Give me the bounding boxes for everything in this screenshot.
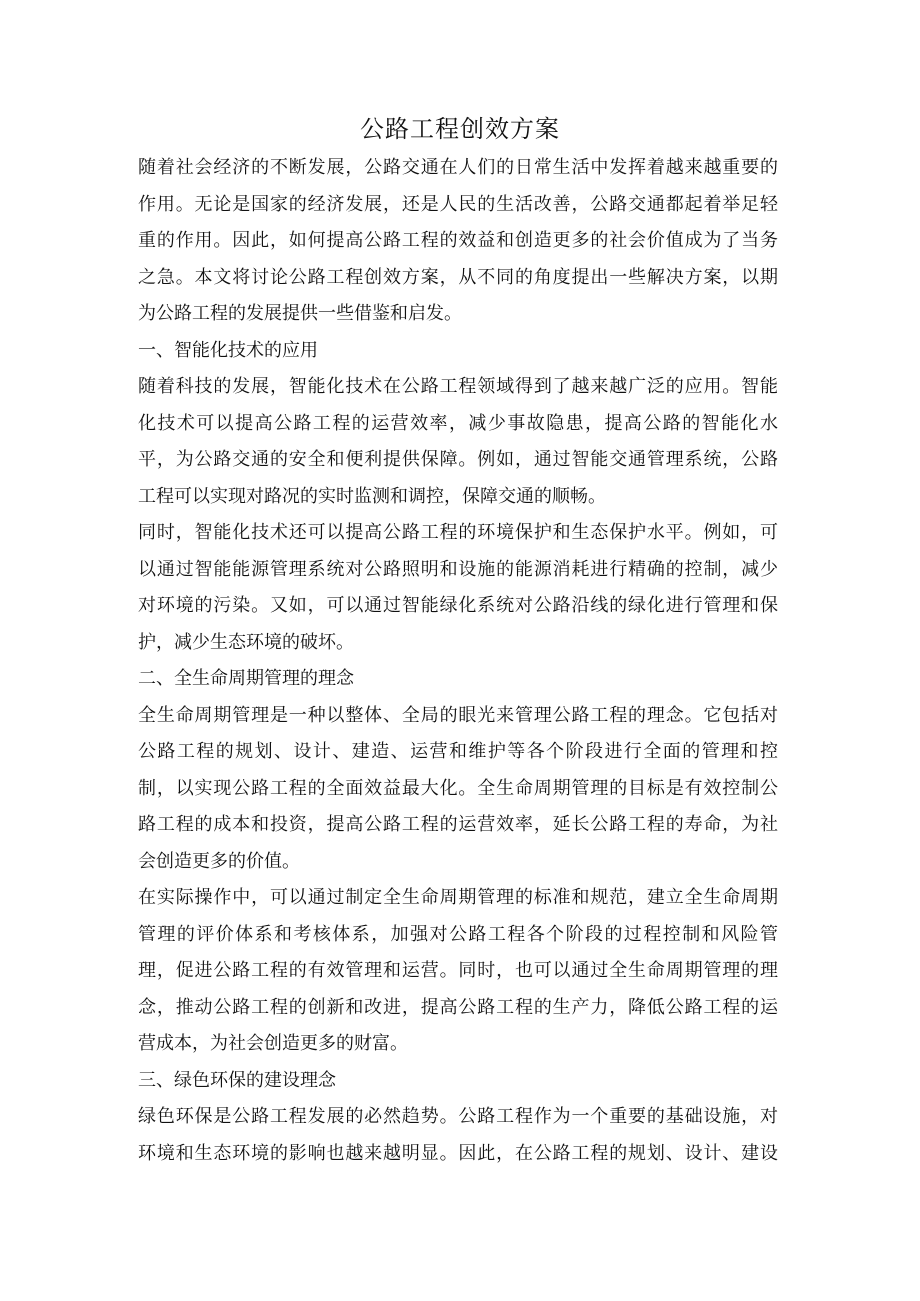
text-line: 同时，智能化技术还可以提高公路工程的环境保护和生态保护水平。例如，可 [138,522,778,543]
text-line: 公路工程的规划、设计、建造、运营和维护等各个阶段进行全面的管理和控 [138,741,778,762]
text-line: 理，促进公路工程的有效管理和运营。同时，也可以通过全生命周期管理的理 [138,960,778,981]
text-line: 护，减少生态环境的破坏。 [138,631,354,653]
text-line: 念，推动公路工程的创新和改进，提高公路工程的生产力，降低公路工程的运 [138,996,778,1018]
text-line: 在实际操作中，可以通过制定全生命周期管理的标准和规范，建立全生命周期 [138,887,778,908]
text-line: 平，为公路交通的安全和便利提供保障。例如，通过智能交通管理系统，公路 [138,449,778,470]
text-line: 以通过智能能源管理系统对公路照明和设施的能源消耗进行精确的控制，减少 [138,558,778,580]
document-title: 公路工程创效方案 [360,115,560,143]
text-line: 管理的评价体系和考核体系，加强对公路工程各个阶段的过程控制和风险管 [138,923,778,945]
text-line: 绿色环保是公路工程发展的必然趋势。公路工程作为一个重要的基础设施，对 [138,1106,778,1127]
text-line: 环境和生态环境的影响也越来越明显。因此，在公路工程的规划、设计、建设 [138,1142,778,1164]
text-line: 工程可以实现对路况的实时监测和调控，保障交通的顺畅。 [138,485,606,507]
text-line: 随着社会经济的不断发展，公路交通在人们的日常生活中发挥着越来越重要的 [138,157,778,178]
text-line: 制，以实现公路工程的全面效益最大化。全生命周期管理的目标是有效控制公 [138,777,778,799]
text-line: 路工程的成本和投资，提高公路工程的运营效率，延长公路工程的寿命，为社 [138,814,778,835]
text-line: 全生命周期管理是一种以整体、全局的眼光来管理公路工程的理念。它包括对 [138,704,778,726]
text-line: 会创造更多的价值。 [138,850,300,872]
text-line: 化技术可以提高公路工程的运营效率，减少事故隐患，提高公路的智能化水 [138,412,778,434]
section-heading-3: 三、绿色环保的建设理念 [138,1069,336,1091]
text-line: 作用。无论是国家的经济发展，还是人民的生活改善，公路交通都起着举足轻 [138,193,778,215]
text-line: 重的作用。因此，如何提高公路工程的效益和创造更多的社会价值成为了当务 [138,230,778,251]
section-heading-2: 二、全生命周期管理的理念 [138,668,354,689]
text-line: 随着科技的发展，智能化技术在公路工程领域得到了越来越广泛的应用。智能 [138,376,778,397]
text-line: 为公路工程的发展提供一些借鉴和启发。 [138,303,462,324]
text-line: 营成本，为社会创造更多的财富。 [138,1033,408,1054]
text-line: 之急。本文将讨论公路工程创效方案，从不同的角度提出一些解决方案，以期 [138,266,778,288]
document-body [138,150,778,1172]
text-line: 对环境的污染。又如，可以通过智能绿化系统对公路沿线的绿化进行管理和保 [138,595,778,616]
section-heading-1: 一、智能化技术的应用 [138,339,318,361]
